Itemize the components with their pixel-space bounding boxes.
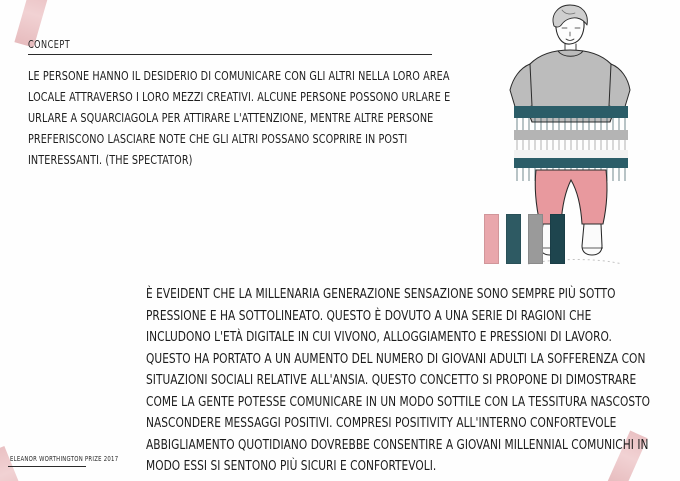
main-text-block — [146, 284, 654, 478]
colour-swatch-strip — [484, 214, 565, 264]
concept-block — [28, 38, 458, 170]
washi-tape-bottom-left — [0, 446, 26, 481]
footer-credit: ELEANOR WORTHINGTON PRIZE 2017 — [10, 455, 119, 463]
concept-heading: CONCEPT — [28, 38, 71, 51]
footer-divider — [8, 466, 86, 467]
swatch-dark-teal — [550, 214, 565, 264]
main-paragraph: È EVEIDENT CHE LA MILLENARIA GENERAZIONE SENSAZIONE SONO SEMPRE PIÙ SOTTO PRESSIONE E HA SOTTOLINEATO. QUESTO È DOVUTO A UNA SERIE DI RAGIONI CHE INCLUDONO L'ETÀ DIGITALE IN CUI VIVONO, ALLOGGIAMENTO E PRESSIONI DI LAVORO. QUESTO HA PORTATO A UN AUMENTO DEL NUMERO DI GIOVANI ADULTI LA SOFFERENZA CON SITUAZIONI SOCIALI RELATIVE ALL'ANSIA. QUESTO CONCETTO SI PROPONE DI DIMOSTRARE COME LA GENTE POTESSE COMUNICARE IN UN MODO SOTTILE CON LA TESSITURA NASCOSTO NASCONDERE MESSAGGI POSITIVI. COMPRESI POSITIVITY ALL'INTERNO CONFORTEVOLE ABBIGLIAMENTO QUOTIDIANO DOVREBBE CONSENTIRE A GIOVANI MILLENNIAL COMUNICHI IN MODO ESSI SI SENTONO PIÙ SICURI E CONFORTEVOLI. — [146, 287, 651, 474]
swatch-teal — [506, 214, 521, 264]
swatch-grey — [528, 214, 543, 264]
concept-paragraph: LE PERSONE HANNO IL DESIDERIO DI COMUNICARE CON GLI ALTRI NELLA LORO AREA LOCALE ATTRAVERSO I LORO MEZZI CREATIVI. ALCUNE PERSONE POSSONO URLARE E URLARE A SQUARCIAGOLA PER ATTIRARE L'ATTENZIONE, MENTRE ALTRE PERSONE PREFERISCONO LASCIARE NOTE CHE GLI ALTRI POSSANO SCOPRIRE IN POSTI INTERESSANTI. (THE SPECTATOR) — [28, 68, 451, 167]
swatch-pink — [484, 214, 499, 264]
concept-divider — [28, 54, 432, 55]
